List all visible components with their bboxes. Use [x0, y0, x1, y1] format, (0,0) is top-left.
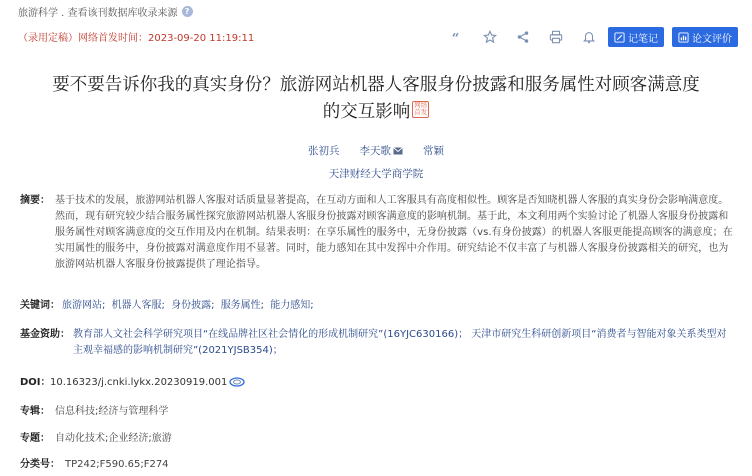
author-link[interactable]: 张初兵: [308, 145, 340, 157]
bell-icon[interactable]: [578, 26, 600, 48]
keywords-label: 关键词：: [20, 300, 60, 311]
organization-link[interactable]: 天津财经大学商学院: [328, 168, 424, 180]
link-icon[interactable]: [229, 377, 245, 387]
fund-section: [20, 327, 736, 359]
doi-label: DOI：: [20, 377, 51, 388]
paper-evaluation-button[interactable]: [672, 27, 738, 47]
keyword-link[interactable]: 机器人客服;: [111, 300, 165, 311]
publish-info: （录用定稿）网络首发时间：2023-09-20 11:19:11: [18, 33, 255, 44]
subject-section: [20, 431, 736, 447]
take-note-label: 记笔记: [628, 33, 658, 45]
paper-evaluation-label: 论文评价: [692, 33, 732, 45]
author-link[interactable]: 常颖: [423, 145, 444, 157]
mail-icon[interactable]: [393, 147, 403, 155]
series-value: 信息科技;经济与管理科学: [55, 406, 169, 417]
svg-text:“: “: [451, 31, 460, 44]
toolbar: [435, 26, 738, 48]
take-note-button[interactable]: [608, 27, 664, 47]
classification-section: [20, 457, 736, 473]
classification-value: TP242;F590.65;F274: [65, 459, 169, 470]
article-title: [20, 72, 732, 126]
pencil-icon: [614, 32, 625, 43]
badge-line-1: 网络: [414, 100, 428, 109]
classification-label: 分类号：: [20, 459, 60, 470]
keyword-link[interactable]: 身份披露;: [171, 300, 215, 311]
title-line-1: 要不要告诉你我的真实身份？旅游网站机器人客服身份披露和服务属性对顾客满意度: [52, 75, 700, 95]
abstract-label: 摘要：: [20, 195, 50, 206]
abstract-text: 基于技术的发展，旅游网站机器人客服对话质量显著提高，在互动方面和人工客服具有高度相似性。顾客是否知晓机器人客服的真实身份会影响满意度。然而，现有研究较少结合服务属性探究旅游网站机器人客服身份披露对顾客满意度的影响机制。基于此，本文利用两个实验讨论了机器人客服身份披露和服务属性对顾客满意度的交互作用及内在机制。结果表明：在享乐属性的服务中，无身份披露（vs.有身份披露）的机器人客服更能提高顾客的满意度；在实用属性的服务中，身份披露对满意度作用不显著。同时，能力感知在其中发挥中介作用。研究结论不仅丰富了与机器人客服身份披露相关的研究，也为旅游网站机器人客服身份披露提供了理论指导。: [55, 195, 733, 270]
doi-section: [20, 375, 736, 391]
online-first-badge: [412, 101, 429, 118]
doi-value[interactable]: 10.16323/j.cnki.lykx.20230919.001: [50, 377, 228, 388]
keywords-section: [20, 298, 736, 314]
source-text[interactable]: 旅游科学 . 查看该刊数据库收录来源: [18, 8, 178, 19]
subject-label: 专题：: [20, 433, 50, 444]
bar-chart-icon: [678, 32, 689, 43]
print-icon[interactable]: [545, 26, 567, 48]
badge-line-2: 首发: [414, 108, 428, 116]
keyword-link[interactable]: 能力感知;: [270, 300, 314, 311]
author-link-corresponding[interactable]: [360, 145, 404, 157]
author-name[interactable]: 李天歌: [359, 145, 391, 157]
share-icon[interactable]: [512, 26, 534, 48]
source-line[interactable]: [18, 4, 193, 19]
series-section: [20, 404, 736, 420]
author-list: [0, 143, 752, 158]
abstract-section: [20, 193, 736, 273]
quote-icon[interactable]: [446, 26, 468, 48]
keyword-link[interactable]: 旅游网站;: [62, 300, 106, 311]
fund-text[interactable]: 教育部人文社会科学研究项目“在线品牌社区社会情化的形成机制研究”(16YJC630166)； 天津市研究生科研创新项目“消费者与智能对象关系类型对主观幸福感的影响机制研究”(2021YJSB354)；: [73, 329, 727, 356]
keyword-link[interactable]: 服务属性;: [220, 300, 265, 311]
series-label: 专辑：: [20, 406, 50, 417]
fund-label: 基金资助：: [20, 329, 70, 340]
title-line-2: 的交互影响: [322, 102, 411, 122]
question-circle-icon[interactable]: ?: [182, 6, 193, 17]
subject-value: 自动化技术;企业经济;旅游: [55, 433, 172, 444]
star-icon[interactable]: [479, 26, 501, 48]
